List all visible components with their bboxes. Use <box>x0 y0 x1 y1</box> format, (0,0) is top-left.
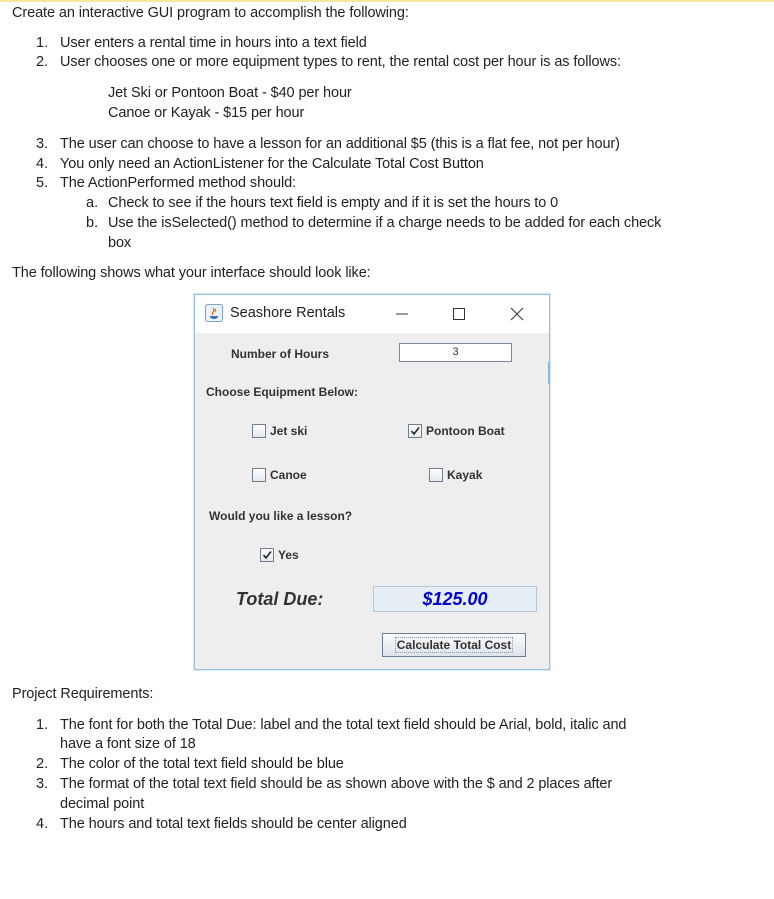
total-due-label: Total Due: <box>236 589 324 609</box>
req-1-text: The font for both the Total Due: label and the total text field should be Arial, bold, italic and <box>60 717 627 733</box>
seashore-rentals-window <box>194 294 550 670</box>
rate-canoe-kayak: Canoe or Kayak - $15 per hour <box>108 105 305 121</box>
close-icon <box>510 307 524 321</box>
req-1-continued: have a font size of 18 <box>60 736 196 752</box>
maximize-button[interactable] <box>436 295 482 333</box>
req-3-continued: decimal point <box>60 796 145 812</box>
requirements-title: Project Requirements: <box>12 686 154 702</box>
canoe-checkbox[interactable] <box>252 468 307 482</box>
step-1-text: User enters a rental time in hours into a text field <box>60 35 367 51</box>
jet-ski-checkbox[interactable] <box>252 424 307 438</box>
substep-b-letter: b. <box>86 215 99 231</box>
step-4-number: 4. <box>36 156 49 172</box>
rate-jetski-pontoon: Jet Ski or Pontoon Boat - $40 per hour <box>108 85 352 101</box>
lesson-yes-label: Yes <box>278 548 299 562</box>
minimize-button[interactable] <box>379 295 425 333</box>
lesson-yes-checkbox[interactable] <box>260 548 299 562</box>
substep-b-continued: box <box>108 235 132 251</box>
step-5-text: The ActionPerformed method should: <box>60 175 296 191</box>
window-content <box>195 333 549 669</box>
req-2-text: The color of the total text field should be blue <box>60 756 344 772</box>
checkbox-unchecked-icon <box>429 468 443 482</box>
kayak-label: Kayak <box>447 468 483 482</box>
substep-a-text: Check to see if the hours text field is empty and if it is set the hours to 0 <box>108 195 559 211</box>
maximize-icon <box>452 307 466 321</box>
req-1-number: 1. <box>36 717 49 733</box>
top-border <box>0 0 774 2</box>
equipment-label: Choose Equipment Below: <box>206 385 359 399</box>
checkbox-unchecked-icon <box>252 424 266 438</box>
hours-label: Number of Hours <box>231 347 330 361</box>
kayak-checkbox[interactable] <box>429 468 482 482</box>
checkmark-icon <box>408 424 422 438</box>
lesson-label: Would you like a lesson? <box>209 509 353 523</box>
calculate-button-label: Calculate Total Cost <box>396 638 512 652</box>
pontoon-boat-checkbox[interactable] <box>408 424 505 438</box>
java-app-icon <box>205 304 223 322</box>
substep-b-text: Use the isSelected() method to determine if a charge needs to be added for each check <box>108 215 662 231</box>
pontoon-boat-label: Pontoon Boat <box>426 424 505 438</box>
total-field[interactable]: $125.00 <box>373 586 537 612</box>
req-4-number: 4. <box>36 816 49 832</box>
minimize-icon <box>395 307 409 321</box>
background-window-edge <box>548 362 550 384</box>
step-3-number: 3. <box>36 136 49 152</box>
canoe-label: Canoe <box>270 468 307 482</box>
step-3-text: The user can choose to have a lesson for an additional $5 (this is a flat fee, not per hour) <box>60 136 620 152</box>
jet-ski-label: Jet ski <box>270 424 308 438</box>
window-titlebar[interactable] <box>195 295 549 333</box>
req-3-text: The format of the total text field should be as shown above with the $ and 2 places after <box>60 776 613 792</box>
checkbox-unchecked-icon <box>252 468 266 482</box>
checkmark-icon <box>260 548 274 562</box>
req-3-number: 3. <box>36 776 49 792</box>
step-4-text: You only need an ActionListener for the Calculate Total Cost Button <box>60 156 484 172</box>
follow-text: The following shows what your interface should look like: <box>12 265 371 281</box>
substep-a-letter: a. <box>86 195 99 211</box>
intro-text: Create an interactive GUI program to accomplish the following: <box>12 5 409 21</box>
step-2-number: 2. <box>36 54 49 70</box>
step-5-number: 5. <box>36 175 49 191</box>
step-2-text: User chooses one or more equipment types to rent, the rental cost per hour is as follows: <box>60 54 621 70</box>
step-1-number: 1. <box>36 35 49 51</box>
req-4-text: The hours and total text fields should be center aligned <box>60 816 407 832</box>
calculate-total-cost-button[interactable] <box>382 633 526 657</box>
close-button[interactable] <box>494 295 540 333</box>
req-2-number: 2. <box>36 756 49 772</box>
hours-input[interactable]: 3 <box>399 343 512 362</box>
window-title: Seashore Rentals <box>230 305 346 321</box>
